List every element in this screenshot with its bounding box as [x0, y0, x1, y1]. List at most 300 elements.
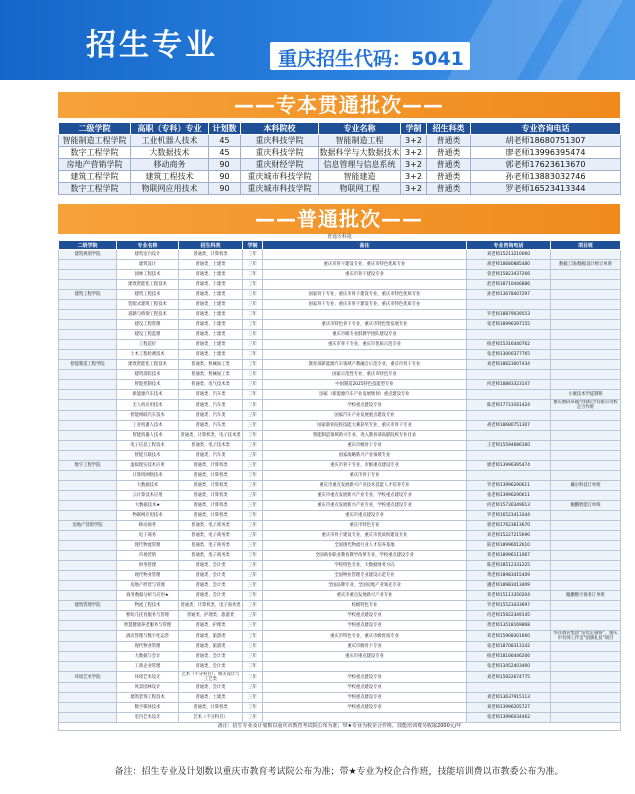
table-cell: 邓老师15908301660: [467, 631, 551, 642]
table-cell: 普通类、电子商务类: [179, 521, 243, 531]
table-cell: 普通类、计算机类: [179, 511, 243, 521]
column-header: 学制: [401, 123, 427, 135]
table-row: [59, 421, 621, 431]
table-cell: 重庆数码卓越空间综合有限公司校企合作班: [551, 400, 621, 411]
table-cell: 刘老师18623007434: [467, 360, 551, 370]
table-cell: [59, 631, 117, 642]
table-row: [59, 183, 621, 195]
table-cell: 移动商务: [117, 521, 179, 531]
table-cell: 戴尔科技订单班: [551, 481, 621, 491]
table-cell: 3+2: [401, 159, 427, 171]
table-row: [59, 481, 621, 491]
table-cell: 全国品牌专业，全国房地产业领先专业: [263, 581, 467, 591]
table-cell: 房地产营销学院: [59, 159, 131, 171]
enrollment-code: 重庆招生代码：5041: [278, 48, 464, 70]
table-cell: 三年: [243, 501, 263, 511]
table-row: [59, 400, 621, 411]
table-cell: 建筑规划学院: [59, 250, 117, 260]
table-cell: 潘老师18983413409: [467, 581, 551, 591]
table-cell: [551, 611, 621, 621]
table-footnote: 备注：招生专业及计划数以重庆市教育考试院公布为准；带★专业为校企合作班，技能培训费另收取2000元/年: [59, 723, 621, 731]
table-cell: 建筑智能化工程技术: [117, 360, 179, 370]
table-cell: 三年: [243, 561, 263, 571]
column-header: 项目班: [551, 241, 621, 250]
table-cell: 三年: [243, 511, 263, 521]
table-cell: 陈老师18512331225: [467, 561, 551, 571]
table-cell: 建筑装饰工程技术: [117, 693, 179, 703]
table-cell: 胡老师18680751307: [471, 135, 621, 147]
table-cell: 张老师13996034462: [467, 713, 551, 723]
table-cell: 杨老师18166446206: [467, 652, 551, 662]
table-cell: 环境艺术设计: [117, 672, 179, 683]
table-cell: 普通类、护理类: [179, 621, 243, 631]
table-cell: 普通类、计算机类: [179, 491, 243, 501]
table-cell: 大数据技术: [117, 481, 179, 491]
table-cell: [59, 703, 117, 713]
table-cell: 普通类、机械加工类: [179, 370, 243, 380]
table-cell: 智能网联汽车技术: [117, 411, 179, 421]
table-row: [59, 601, 621, 611]
column-header: 学制: [243, 241, 263, 250]
table-cell: 学校重点建设专业: [263, 672, 467, 683]
table-cell: [467, 411, 551, 421]
table-cell: 张老师13452403460: [467, 662, 551, 672]
table-cell: 三年: [243, 662, 263, 672]
table-cell: 智能制造领域新兴专业，进入教育部高职院校专业目录: [263, 431, 467, 441]
table-cell: 90: [209, 159, 241, 171]
table-cell: [59, 451, 117, 461]
table-row: [59, 441, 621, 451]
table-cell: 新能源汽车技术: [117, 390, 179, 400]
table-cell: 国家职业院校技能大赛获奖专业，重庆市骨干专业: [263, 421, 467, 431]
table-cell: [551, 561, 621, 571]
table-cell: 智能机器人技术: [117, 431, 179, 441]
table-cell: 阳老师18996012610: [467, 541, 551, 551]
column-header: 招生科类: [179, 241, 243, 250]
table-cell: [551, 411, 621, 421]
table-cell: 普通类、护理类、旅游类: [179, 611, 243, 621]
table-cell: 三年: [243, 621, 263, 631]
table-cell: 现代物业管理: [117, 642, 179, 652]
table-cell: [551, 471, 621, 481]
table-cell: [551, 491, 621, 501]
table-cell: 三年: [243, 683, 263, 693]
table-row: [59, 330, 621, 340]
table-cell: 三年: [243, 360, 263, 370]
table-row: [59, 461, 621, 471]
table-cell: 计算机网络技术: [117, 471, 179, 481]
table-cell: 郭老师17623613670: [471, 159, 621, 171]
table-cell: [59, 693, 117, 703]
table-cell: 普通类、土建类: [179, 270, 243, 280]
table-cell: 黄老师18983415409: [467, 571, 551, 581]
column-header: 专业咨询电话: [467, 241, 551, 250]
table-cell: 三年: [243, 461, 263, 471]
table-cell: [551, 703, 621, 713]
table-row: [59, 631, 621, 642]
table-cell: 普通类、计算机类: [179, 703, 243, 713]
table-cell: [551, 511, 621, 521]
table-cell: 90: [209, 171, 241, 183]
table-cell: 建设工程监理: [117, 330, 179, 340]
table-cell: 普通类: [427, 171, 471, 183]
table-cell: [59, 621, 117, 631]
table-cell: [59, 260, 117, 270]
table-cell: 三年: [243, 601, 263, 611]
table-cell: 重庆科技学院: [241, 147, 319, 159]
table-cell: 三年: [243, 672, 263, 683]
table-cell: [59, 501, 117, 511]
table-cell: [467, 300, 551, 310]
table-cell: 重庆市骨干建设专业，重庆市优质校建设专业: [263, 531, 467, 541]
table-cell: 罗老师16523413344: [471, 183, 621, 195]
table-cell: 罗老师18879039553: [467, 310, 551, 320]
table-cell: 三年: [243, 611, 263, 621]
table-row: [59, 662, 621, 672]
table-row: [59, 280, 621, 290]
table-cell: 重庆市骨干建设专业，重庆市特色优质专业: [263, 260, 467, 270]
column-header: 专业名称: [117, 241, 179, 250]
table-cell: 国家骨干专业，重庆市骨干建设专业，重庆市特色优质专业: [263, 300, 467, 310]
table-cell: 移动商务: [131, 159, 209, 171]
table-cell: [551, 350, 621, 360]
table-cell: 3+2: [401, 147, 427, 159]
table-cell: 普通类、会计类: [179, 683, 243, 693]
table-row: [59, 147, 621, 159]
table-cell: 重庆市骨干专业，重庆市优质示范专业: [263, 340, 467, 350]
table-cell: 三年: [243, 250, 263, 260]
table-cell: 三年: [243, 260, 263, 270]
table-cell: 胡老师18680885480: [467, 260, 551, 270]
table-cell: 三年: [243, 551, 263, 561]
table-cell: 学校特色专业，大数据财务方向: [263, 561, 467, 571]
table-cell: 普通类、会计类: [179, 581, 243, 591]
table-cell: [551, 693, 621, 703]
table-cell: 普通类、旅游类: [179, 642, 243, 652]
table-row: [59, 290, 621, 300]
table-cell: 无人机应用技术: [117, 400, 179, 411]
table-cell: 重庆市级专业群教学团队建设专业: [263, 330, 467, 340]
column-header: 高职（专科）专业: [131, 123, 209, 135]
table-cell: [59, 551, 117, 561]
table-cell: 三年: [243, 270, 263, 280]
table-cell: [467, 431, 551, 441]
table-cell: 陈老师17723161424: [467, 400, 551, 411]
table-cell: 电子商务: [117, 531, 179, 541]
table-cell: 全国物业管理专业建设示范专业: [263, 571, 467, 581]
table-cell: 普通类、会计类: [179, 561, 243, 571]
table-cell: 数字工程学院: [59, 183, 131, 195]
table-caption: 普通专科批: [326, 234, 352, 240]
table-cell: 普通类、汽车类: [179, 390, 243, 400]
table-cell: [551, 270, 621, 280]
table-cell: [59, 481, 117, 491]
table-cell: 普通类、土建类: [179, 350, 243, 360]
table-cell: 建筑工程学院: [59, 171, 131, 183]
table-cell: 数字工程学院: [59, 461, 117, 471]
table-cell: 数据工场/数据设计师订单班: [551, 260, 621, 270]
table-row: [59, 135, 621, 147]
table-cell: [59, 581, 117, 591]
table-cell: 普通类、电子技术类: [179, 441, 243, 451]
table-cell: 鲲鹏数字商务订单班: [551, 591, 621, 601]
table-cell: 郭老师17623613670: [467, 521, 551, 531]
table-cell: 普通类、计算机类: [179, 250, 243, 260]
table-cell: [59, 441, 117, 451]
table-cell: [551, 441, 621, 451]
table-cell: 全国商业职业教育教学改革专业，学校重点建设专业: [263, 551, 467, 561]
table-row: [59, 451, 621, 461]
table-cell: 大数据技术★: [117, 501, 179, 511]
table-cell: 重庆市骨干专业，市级重点建设专业: [263, 461, 467, 471]
table-cell: 建筑智能化工程技术: [117, 280, 179, 290]
table-cell: 婴幼儿托育服务与管理: [117, 611, 179, 621]
table-cell: [59, 270, 117, 280]
table-cell: 普通类、土建类: [179, 260, 243, 270]
table-cell: 三年: [243, 300, 263, 310]
table-cell: 张老师13996290611: [467, 491, 551, 501]
table-cell: 何老师15922349145: [467, 611, 551, 621]
table-cell: 数字工程学院: [59, 147, 131, 159]
table-cell: [59, 662, 117, 672]
table-cell: 重庆科技学院: [241, 135, 319, 147]
table-cell: 三年: [243, 380, 263, 390]
table-cell: 刘老师13996205727: [467, 703, 551, 713]
page-title: 招生专业: [86, 28, 218, 63]
table-cell: [467, 683, 551, 693]
table-cell: 张老师18708313142: [467, 642, 551, 652]
table-row: [59, 380, 621, 390]
table-cell: 三年: [243, 411, 263, 421]
table-row: [59, 561, 621, 571]
table-cell: 重庆市级骨干专业: [263, 642, 467, 652]
table-cell: 建筑室内设计: [117, 250, 179, 260]
table-row: [59, 713, 621, 723]
table-cell: 酒店管理与数字化运营: [117, 631, 179, 642]
table-cell: 财务管理: [117, 561, 179, 571]
column-header: 专业名称: [319, 123, 401, 135]
table-cell: [551, 642, 621, 652]
column-header: 专业咨询电话: [471, 123, 621, 135]
table-cell: 三年: [243, 591, 263, 601]
table-cell: 三年: [243, 631, 263, 642]
table-cell: [467, 451, 551, 461]
table-cell: 重庆市重点发展新兴产业专业: [263, 591, 467, 601]
table-cell: [551, 431, 621, 441]
table-cell: 三年: [243, 491, 263, 501]
table-cell: 邓老师18996111067: [467, 551, 551, 561]
table-cell: 普通类、电子商务类: [179, 551, 243, 561]
table-cell: [59, 611, 117, 621]
table-cell: 三年: [243, 693, 263, 703]
table-cell: 三年: [243, 541, 263, 551]
table-cell: [59, 411, 117, 421]
table-cell: 普通类、计算机类: [179, 461, 243, 471]
table-cell: 工商企业管理: [117, 662, 179, 672]
table-cell: 重庆市特色专业: [263, 521, 467, 531]
table-cell: 三年: [243, 280, 263, 290]
table-cell: 普通类、会计类: [179, 571, 243, 581]
table-cell: [59, 390, 117, 400]
page-header: [0, 0, 635, 80]
table-cell: 学校重点建设专业: [263, 703, 467, 713]
table-cell: 环境艺术学院: [59, 672, 117, 683]
column-header: 备注: [263, 241, 467, 250]
bridge-program-table: [58, 122, 621, 195]
table-cell: 智慧健康养老服务与管理: [117, 621, 179, 631]
table-cell: 普通类、旅游类: [179, 631, 243, 642]
table-cell: [59, 491, 117, 501]
table-cell: 数据科学与大数据技术: [319, 148, 400, 157]
table-cell: 普通类、土建类: [179, 280, 243, 290]
table-cell: 三年: [243, 431, 263, 441]
table-cell: 智能制造工程: [319, 135, 401, 147]
table-cell: 大数据与会计: [117, 652, 179, 662]
table-cell: [551, 340, 621, 350]
table-row: [59, 390, 621, 400]
table-cell: 学校重点建设专业: [263, 683, 467, 693]
table-cell: [551, 280, 621, 290]
table-row: [59, 260, 621, 270]
table-cell: 三年: [243, 441, 263, 451]
table-row: [59, 621, 621, 631]
column-header: 招生科类: [427, 123, 471, 135]
table-cell: 小康技术学徒制班: [551, 390, 621, 400]
table-cell: 智能建造: [319, 171, 401, 183]
table-cell: 学校重点建设专业: [263, 400, 467, 411]
table-cell: 三年: [243, 642, 263, 652]
table-cell: 刘老师15922674775: [467, 672, 551, 683]
table-cell: 三年: [243, 330, 263, 340]
table-cell: 土木工程检测技术: [117, 350, 179, 360]
table-cell: 曾老师15823437266: [467, 270, 551, 280]
table-cell: 现代物流管理: [117, 541, 179, 551]
table-cell: [59, 300, 117, 310]
table-cell: 鲲鹏智能订单班: [551, 501, 621, 511]
table-cell: [59, 340, 117, 350]
table-cell: 普通类、汽车类: [179, 451, 243, 461]
table-cell: 学校重点建设专业: [263, 611, 467, 621]
table-cell: [59, 471, 117, 481]
table-cell: 商务数据分析与应用★: [117, 591, 179, 601]
table-cell: 3+2: [401, 183, 427, 195]
table-row: [59, 551, 621, 561]
table-cell: [59, 591, 117, 601]
table-cell: 普通类: [427, 183, 471, 195]
table-cell: 虚拟现实技术应用: [117, 461, 179, 471]
table-cell: 三年: [243, 703, 263, 713]
table-cell: 重庆市重点发展新兴产业技术技能人才培养专业: [263, 481, 467, 491]
table-cell: [59, 683, 117, 693]
table-cell: [59, 561, 117, 571]
table-cell: [551, 541, 621, 551]
table-cell: 建筑消防技术: [117, 370, 179, 380]
table-cell: 普通类: [427, 147, 471, 159]
table-row: [59, 431, 621, 441]
table-cell: 三年: [243, 652, 263, 662]
table-cell: 国家骨干专业，重庆市骨干建设专业，重庆市特色优质专业: [263, 290, 467, 300]
table-row: [59, 571, 621, 581]
table-cell: 王老师15594686160: [467, 441, 551, 451]
table-cell: 重庆市重点建设专业: [263, 511, 467, 521]
table-cell: 廖老师13996395474: [467, 461, 551, 471]
table-cell: [59, 280, 117, 290]
table-cell: 物联网工程: [319, 183, 401, 195]
table-cell: 中国制造2025特色技能型专业: [263, 380, 467, 390]
table-cell: 重庆市重点发展新兴产业专业，学校重点建设专业: [263, 501, 467, 511]
table-cell: 罗老师16523413344: [467, 511, 551, 521]
table-cell: 艺术（不分科目）: [179, 713, 243, 723]
table-cell: 90: [209, 183, 241, 195]
table-cell: 房地产经营与管理: [117, 581, 179, 591]
table-cell: 三年: [243, 451, 263, 461]
table-cell: [551, 581, 621, 591]
table-cell: [551, 571, 621, 581]
table-cell: 三年: [243, 390, 263, 400]
table-cell: [467, 390, 551, 400]
table-row: [59, 541, 621, 551]
table-cell: 罗老师15523433697: [467, 601, 551, 611]
table-cell: [263, 662, 467, 672]
table-cell: 刘老师13637915113: [467, 693, 551, 703]
table-cell: 孙老师13883032746: [471, 171, 621, 183]
table-cell: [59, 421, 117, 431]
table-cell: 建筑设计: [117, 260, 179, 270]
table-cell: [551, 360, 621, 370]
table-cell: 三年: [243, 471, 263, 481]
table-cell: 室内艺术设计: [117, 713, 179, 723]
table-cell: 校级特色专业: [263, 601, 467, 611]
table-cell: 装配式建筑工程技术: [117, 300, 179, 310]
table-cell: 信息管理与信息系统: [319, 159, 401, 171]
table-cell: 胡老师18680751307: [467, 421, 551, 431]
table-cell: [59, 310, 117, 320]
table-cell: 重庆城市科技学院: [241, 183, 319, 195]
table-cell: [59, 380, 117, 390]
table-row: [59, 693, 621, 703]
table-cell: 教育部新能源汽车领域产教融合示范专业，重庆市骨干专业: [263, 360, 467, 370]
table-cell: 三年: [243, 290, 263, 300]
table-cell: [551, 521, 621, 531]
table-cell: 普通类、电子商务类: [179, 531, 243, 541]
table-cell: 三年: [243, 571, 263, 581]
table-cell: [551, 551, 621, 561]
table-cell: 廖老师13996395474: [471, 147, 621, 159]
table-row: [59, 531, 621, 541]
table-cell: [551, 713, 621, 723]
table-cell: [551, 662, 621, 672]
table-row: [59, 320, 621, 330]
table-cell: 普通类、土建类: [179, 290, 243, 300]
section-title-regular: ——普通批次——: [58, 204, 620, 234]
table-cell: 普通类、土建类: [179, 300, 243, 310]
table-cell: [263, 310, 467, 320]
table-cell: 三年: [243, 531, 263, 541]
table-cell: 三年: [243, 320, 263, 330]
table-row: [59, 360, 621, 370]
table-cell: 三年: [243, 310, 263, 320]
table-cell: 建筑工程技术: [131, 171, 209, 183]
table-cell: [551, 601, 621, 611]
table-row: [59, 521, 621, 531]
column-header: 二级学院: [59, 241, 117, 250]
table-cell: 重庆市重点发展新兴产业专业，学校重点建设专业: [263, 491, 467, 501]
table-cell: 邓老师15113350204: [467, 591, 551, 601]
table-row: [59, 340, 621, 350]
table-cell: 普通类、土建类: [179, 310, 243, 320]
table-cell: 普通类、会计类: [179, 662, 243, 672]
table-cell: [59, 400, 117, 411]
